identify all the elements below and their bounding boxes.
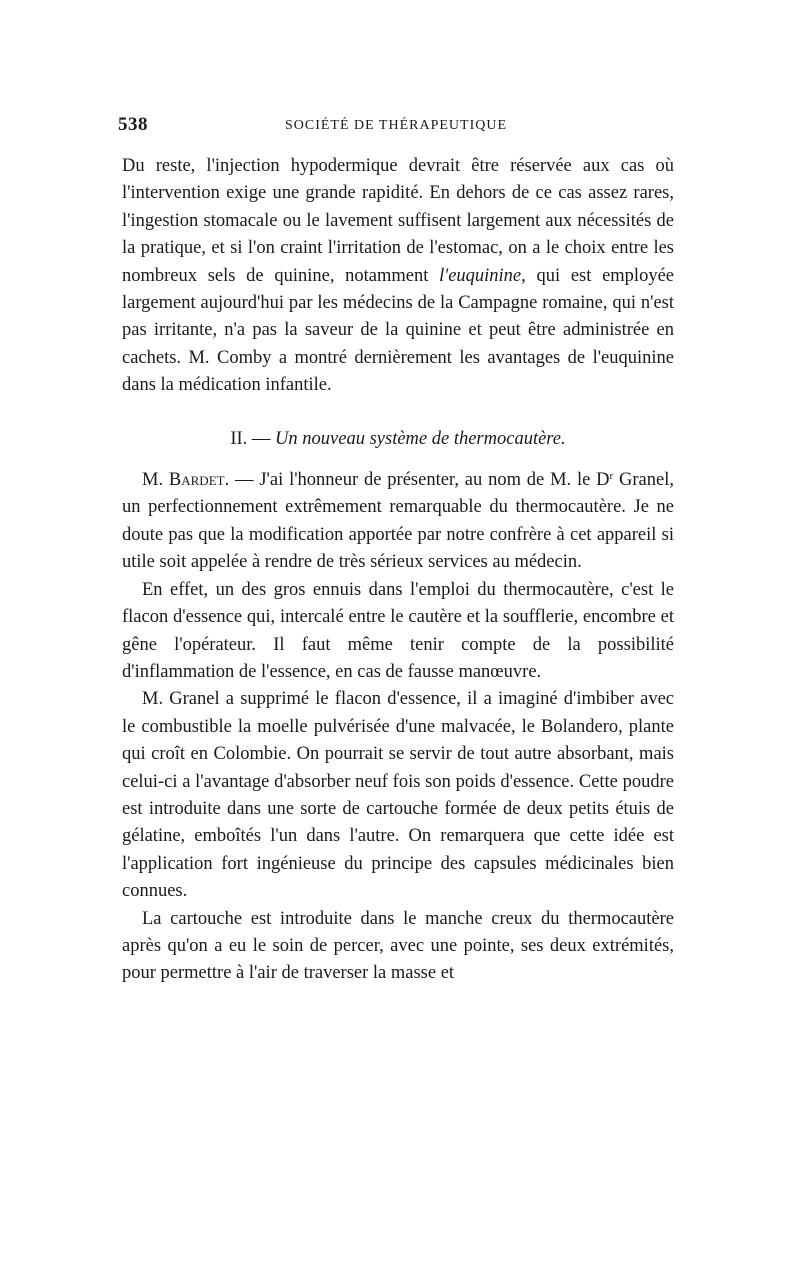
superscript: r bbox=[609, 470, 614, 483]
paragraph-flacon: En effet, un des gros ennuis dans l'emploi du thermocautère, c'est le flacon d'essence qui, intercalé entre le cautère et la soufflerie, encombre et gêne l'opérateur. Il faut même tenir compte de la possibilité d'inflammation de l'essence, en cas de fausse manœuvre. bbox=[122, 579, 674, 682]
section-heading bbox=[122, 426, 674, 453]
paragraph-injection bbox=[122, 153, 674, 400]
page-body bbox=[122, 153, 674, 988]
section-title: Un nouveau système de thermocautère. bbox=[275, 428, 566, 449]
page-header bbox=[118, 114, 674, 142]
speaker-name: M. Bardet. bbox=[142, 470, 230, 491]
paragraph-text: — J'ai l'honneur de présenter, au nom de M. le D bbox=[229, 470, 610, 491]
paragraph-text: Du reste, l'injection hypodermique devrait être réservée aux cas où l'intervention exige une grande rapidité. En dehors de ce cas assez rares, l'ingestion stomacale ou le lavement suffisent largement aux nécessités de la pratique, et si l'on craint l'irritation de l'estomac, on a le choix entre les nombreux sels de quinine, notamment bbox=[122, 156, 674, 286]
italic-term-euquinine: l'euquinine, bbox=[439, 265, 526, 286]
paragraph-granel: M. Granel a supprimé le flacon d'essence, il a imaginé d'imbiber avec le combustible la moelle pulvérisée d'une malvacée, le Bolandero, plante qui croît en Colombie. On pourrait se servir de tout autre absorbant, mais celui-ci a l'avantage d'absorber neuf fois son poids d'essence. Cette poudre est introduite dans une sorte de cartouche formée de deux petits étuis de gélatine, emboîtés l'un dans l'autre. On remarquera que cette idée est l'application fort ingénieuse du principe des capsules médicinales bien connues. bbox=[122, 689, 674, 902]
paragraph-text: Granel, un perfectionnement extrêmement remarquable du thermocautère. Je ne doute pas que la modification apportée par notre confrère à cet appareil si utile soit appelée à rendre de très sérieux services au médecin. bbox=[122, 470, 674, 573]
paragraph-text: qui est employée largement aujourd'hui par les médecins de la Campagne romaine, qui n'est pas irritante, n'a pas la saveur de la quinine et peut être administrée en cachets. M. Comby a montré dernièrement les avantages de l'euquinine dans la médication infantile. bbox=[122, 265, 674, 396]
section-number: II. — bbox=[230, 428, 276, 449]
page-number: 538 bbox=[118, 114, 148, 135]
running-title: SOCIÉTÉ DE THÉRAPEUTIQUE bbox=[284, 118, 508, 133]
paragraph-bardet bbox=[122, 467, 674, 577]
paragraph-cartouche: La cartouche est introduite dans le manche creux du thermocautère après qu'on a eu le soin de percer, avec une pointe, ses deux extrémités, pour permettre à l'air de traverser la masse et bbox=[122, 908, 674, 984]
